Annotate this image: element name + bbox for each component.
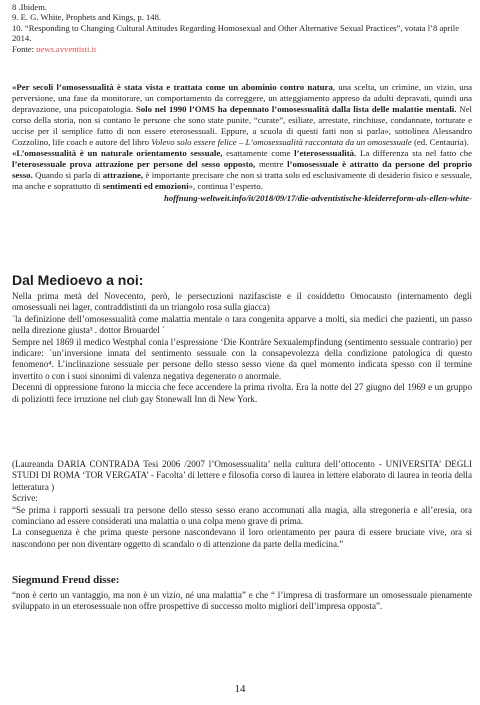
footnote-10: 10. “Responding to Changing Cultural Attitudes Regarding Homosexual and Other Alternative Sexual Practices”, votata l’8 aprile 2014. (12, 22, 460, 44)
quote-paragraph-2 (12, 148, 472, 192)
bold-text: «Per secoli l’omosessualità è stata vista e trattata come un abominio contro natura (12, 82, 333, 92)
text: (ed. Centauria). (411, 136, 469, 147)
freud-quote: “non è certo un vantaggio, ma non è un vizio, né una malattia” e che “ l’impresa di trasformare un omosessuale pienamente sviluppato in un eterosessuale non offre prospettive di successo molto migliori dell’impresa opposta”. (12, 590, 472, 612)
bold-text: l’omosessuale è attratto da persone del proprio sesso. (12, 159, 472, 181)
section-title: Dal Medioevo a noi: (12, 272, 144, 288)
source-label: Fonte: (12, 43, 37, 54)
text: mentre (255, 159, 288, 170)
text: », continua l’esperto. (188, 181, 263, 192)
footnote-9: 9. E. G. White, Prophets and Kings, p. 148. (12, 12, 162, 23)
thesis-paragraph: “Se prima i rapporti sessuali tra persone dello stesso sesso erano accomunati alla magia, alla stregoneria e all’eresia, ora cominciano ad essere considerati una malattia o una colpa meno grave di prima. (12, 504, 472, 527)
bold-text: l’eterosessuale prova attrazione per persone del sesso opposto, (12, 159, 256, 170)
bold-text: «L’omosessualità è un naturale orientamento sessuale, (12, 148, 223, 159)
thesis-block (12, 459, 472, 550)
page-number: 14 (234, 683, 246, 695)
source-line (12, 44, 472, 54)
footnotes (12, 2, 472, 54)
paragraph: Nella prima metà del Novecento, però, le persecuzioni nazifasciste e il cosiddetto Omocausto (internamento degli omosessuali nei lager, contraddistinti da un triangolo rosa sulla giacca) (12, 291, 472, 313)
quote-block (12, 82, 472, 204)
text: esattamente come (222, 148, 295, 159)
text: è importante precisare che non si tratta solo ed esclusivamente di desiderio fisico e sessuale, ma anche e soprattutto di (12, 170, 473, 192)
bold-text: sentimenti ed emozioni (102, 181, 189, 192)
paragraph: Decenni di oppressione furono la miccia che fece accendere la prima rivolta. Era la notte del 27 giugno del 1969 e un gruppo di poliziotti fece irruzione nel club gay Stonewall Inn di New York. (12, 382, 472, 404)
thesis-citation: (Laureanda DARIA CONTRADA Tesi 2006 /2007 l’Omosessualita’ nella cultura dell’ottocento - UNIVERSITA’ DEGLI STUDI DI ROMA ‘TOR VERGATA’ - Facolta’ di lettere e filosofia corso di laurea in lettere elaborato di laurea in teoria della letteratura ) (12, 459, 472, 492)
freud-heading: Siegmund Freud disse: (12, 574, 120, 586)
scrive-label: Scrive: (12, 493, 38, 504)
text: Quando si parla di (32, 170, 103, 181)
quote-paragraph-1 (12, 82, 472, 147)
text: , una scelta, un crimine, un vizio, una perversione, una fase da monitorare, un comportamento da correggere, un atteggiamento appreso da adulti depravati, quindi una depravazione, una psicopatologia. (12, 82, 472, 114)
bold-text: l’eterosessualità. (294, 148, 357, 159)
source-link[interactable]: news.avventisti.it (36, 43, 97, 54)
book-title: Volevo solo essere felice – L’omosessualità raccontata da un omosessuale (151, 136, 412, 147)
section-body (12, 291, 472, 405)
paragraph: ´la definizione dell’omosessualità come malattia mentale o tara congenita apparve a molti, sia medici che pazienti, un passo nella direzione giusta³ . dottor Brouardel ´ (12, 313, 472, 336)
paragraph: Sempre nel 1869 il medico Westphal conia l’espressione ‘Die Konträre Sexualempfindung (sentimento sessuale contrario) per indicare: ´un’inversione innata del sentimento sessuale con la consapevolezza della condizione patologica di questo fenomeno⁴. L’inclinazione sessuale per persone dello stesso sesso viene da quel momento indicata spesso con il termine invertito o con i suoi sinonimi di valenza negativa degenerato o anormale. (12, 336, 472, 381)
bold-text: Solo nel 1990 l’OMS ha depennato l’omosessualità dalla lista delle malattie mentali. (135, 103, 457, 114)
text: La differenza sta nel fatto che (356, 148, 473, 159)
bold-text: attrazione, (102, 170, 144, 181)
text: Nel corso della storia, non si contano le persone che sono state punite, “curate”, esiliate, arrestate, rinchiuse, condannate, torturate e uccise per il semplice fatto di non essere eterosessuali. Eppure, a scuola di questi fatti non si parla», sottolinea Alessandro Cozzolino, life coach e autore del libro (12, 103, 472, 147)
footnote-8: 8 .Ibidem. (12, 2, 48, 12)
thesis-paragraph: La conseguenza è che prima queste persone nascondevano il loro orientamento per paura di essere bruciate vive, ora si nascondono per non diventare oggetto di scandalo o di attenzione da parte della medicina.” (12, 527, 472, 549)
source-url[interactable]: hoffnung-weltweit.info/it/2018/09/17/die-adventistische-kleiderreform-als-ellen-white- (164, 193, 472, 204)
